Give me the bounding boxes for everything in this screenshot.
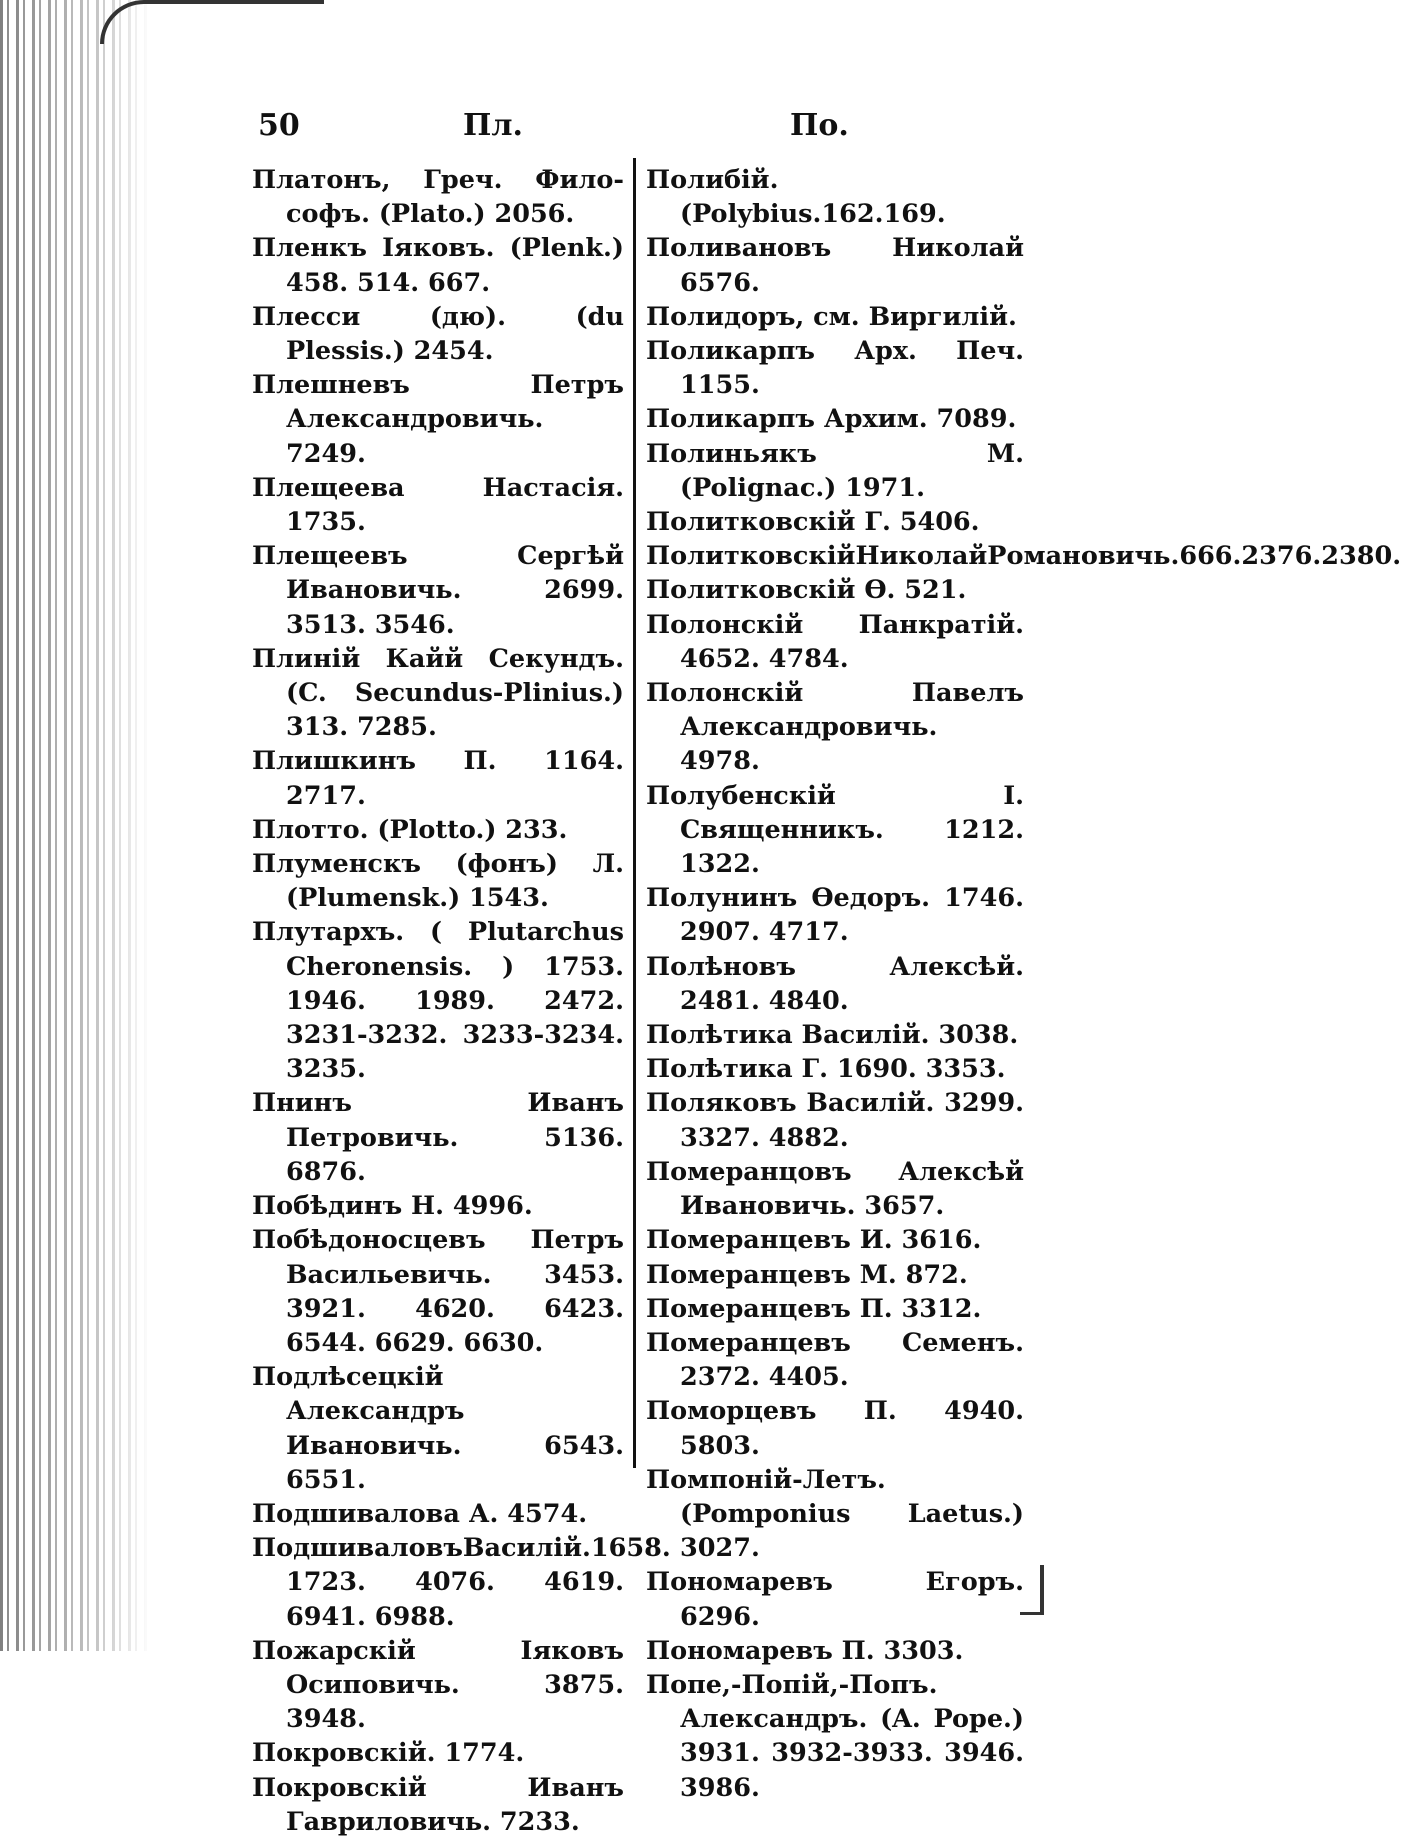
index-entry: Плешневъ Петръ Александровичь. 7249.	[252, 370, 624, 469]
index-entry: Полибій.(Polybius.162.169.	[646, 165, 946, 230]
index-entry: Пономаревъ Егоръ. 6296.	[646, 1567, 1024, 1632]
index-entry: Полѣтика Г. 1690. 3353.	[646, 1054, 1006, 1085]
binding-edge-shadow	[0, 0, 150, 1651]
index-entry: Платонъ, Греч. Фило-софъ. (Plato.) 2056.	[252, 165, 624, 230]
right-column-heading: По.	[790, 108, 849, 143]
index-entry: Померанцевъ И. 3616.	[646, 1225, 982, 1256]
index-entry: Побѣдоносцевъ Петръ Васильевичь. 3453. 3921. 4620. 6423. 6544. 6629. 6630.	[252, 1225, 624, 1358]
index-entry: Плуменскъ (фонъ) Л. (Plumensk.) 1543.	[252, 849, 624, 914]
index-entry: Поляковъ Василій. 3299. 3327. 4882.	[646, 1088, 1024, 1153]
right-index-column	[646, 163, 1401, 1805]
index-entry: Поликарпъ Арх. Печ. 1155.	[646, 336, 1024, 401]
index-entry: Померанцевъ Семенъ. 2372. 4405.	[646, 1327, 1024, 1393]
index-entry: Плотто. (Plotto.) 233.	[252, 814, 568, 845]
index-entry: Полѣновъ Алексѣй. 2481. 4840.	[646, 951, 1024, 1016]
index-entry: Померанцевъ М. 872.	[646, 1259, 968, 1290]
running-head	[258, 108, 1038, 148]
index-entry: Попе,-Попій,-Попъ. Александръ. (A. Pope.) 3931. 3932-3933. 3946. 3986.	[646, 1669, 1024, 1803]
index-entry: Плиній Кайй Секундъ. (C. Secundus-Plinius.) 313. 7285.	[252, 643, 624, 743]
index-entry: Побѣдинъ Н. 4996.	[252, 1191, 533, 1222]
column-divider	[633, 158, 636, 1468]
index-entry: Подшивалова А. 4574.	[252, 1498, 588, 1529]
index-entry: Полунинъ Ѳедоръ. 1746. 2907. 4717.	[646, 883, 1024, 948]
index-entry: Покровскій Иванъ Гавриловичь. 7233.	[252, 1772, 624, 1837]
index-entry: Плишкинъ П. 1164. 2717.	[252, 746, 624, 811]
index-entry: Полонскій Панкратій. 4652. 4784.	[646, 609, 1024, 674]
index-entry: Пленкъ Іяковъ. (Plenk.) 458. 514. 667.	[252, 233, 624, 298]
left-index-column	[252, 163, 671, 1839]
page-number: 50	[258, 108, 300, 143]
index-entry: Поморцевъ П. 4940. 5803.	[646, 1396, 1024, 1461]
index-entry: Полѣтика Василій. 3038.	[646, 1020, 1019, 1051]
index-entry: ПолитковскійНиколайРомановичь.666.2376.2380.	[646, 541, 1401, 572]
index-entry: Политковскій Ѳ. 521.	[646, 575, 967, 606]
index-entry: Покровскій. 1774.	[252, 1738, 525, 1769]
left-column-heading: Пл.	[463, 108, 523, 143]
index-entry: Померанцевъ П. 3312.	[646, 1293, 982, 1324]
index-entry: Померанцовъ Алексѣй Ивановичь. 3657.	[646, 1156, 1024, 1222]
index-entry: Полиньякъ М. (Polignac.) 1971.	[646, 438, 1024, 503]
index-entry: Плещеева Настасія. 1735.	[252, 472, 624, 538]
index-entry: Плещеевъ Сергѣй Ивановичь. 2699. 3513. 3546.	[252, 541, 624, 640]
index-entry: Полидоръ, см. Виргилій.	[646, 301, 1017, 332]
index-entry: Пнинъ Иванъ Петровичь. 5136. 6876.	[252, 1088, 624, 1187]
index-entry: Плесси (дю). (du Plessis.) 2454.	[252, 301, 624, 367]
index-entry: Политковскій Г. 5406.	[646, 507, 980, 538]
index-entry: Пожарскій Іяковъ Осиповичь. 3875. 3948.	[252, 1635, 624, 1735]
index-entry: Полубенскій І. Священникъ. 1212. 1322.	[646, 780, 1024, 880]
page-corner-curve	[100, 0, 324, 44]
index-entry: Помпоній-Летъ. (Pomponius Laetus.) 3027.	[646, 1464, 1024, 1564]
index-entry: Поликарпъ Архим. 7089.	[646, 404, 1017, 435]
index-entry: Подлѣсецкій Александръ Ивановичь. 6543. 6551.	[252, 1362, 624, 1495]
index-entry: Пономаревъ П. 3303.	[646, 1635, 964, 1666]
index-entry: Полонскій Павелъ Александровичь. 4978.	[646, 678, 1024, 777]
index-entry: Плутархъ. ( Plutarchus Cheronensis. ) 1753. 1946. 1989. 2472. 3231-3232. 3233-3234. 3235.	[252, 917, 624, 1085]
index-entry: ПодшиваловъВасилій.1658. 1723. 4076. 4619. 6941. 6988.	[252, 1533, 671, 1632]
index-entry: Поливановъ Николай 6576.	[646, 233, 1024, 298]
page-corner-mark	[1040, 1565, 1044, 1615]
